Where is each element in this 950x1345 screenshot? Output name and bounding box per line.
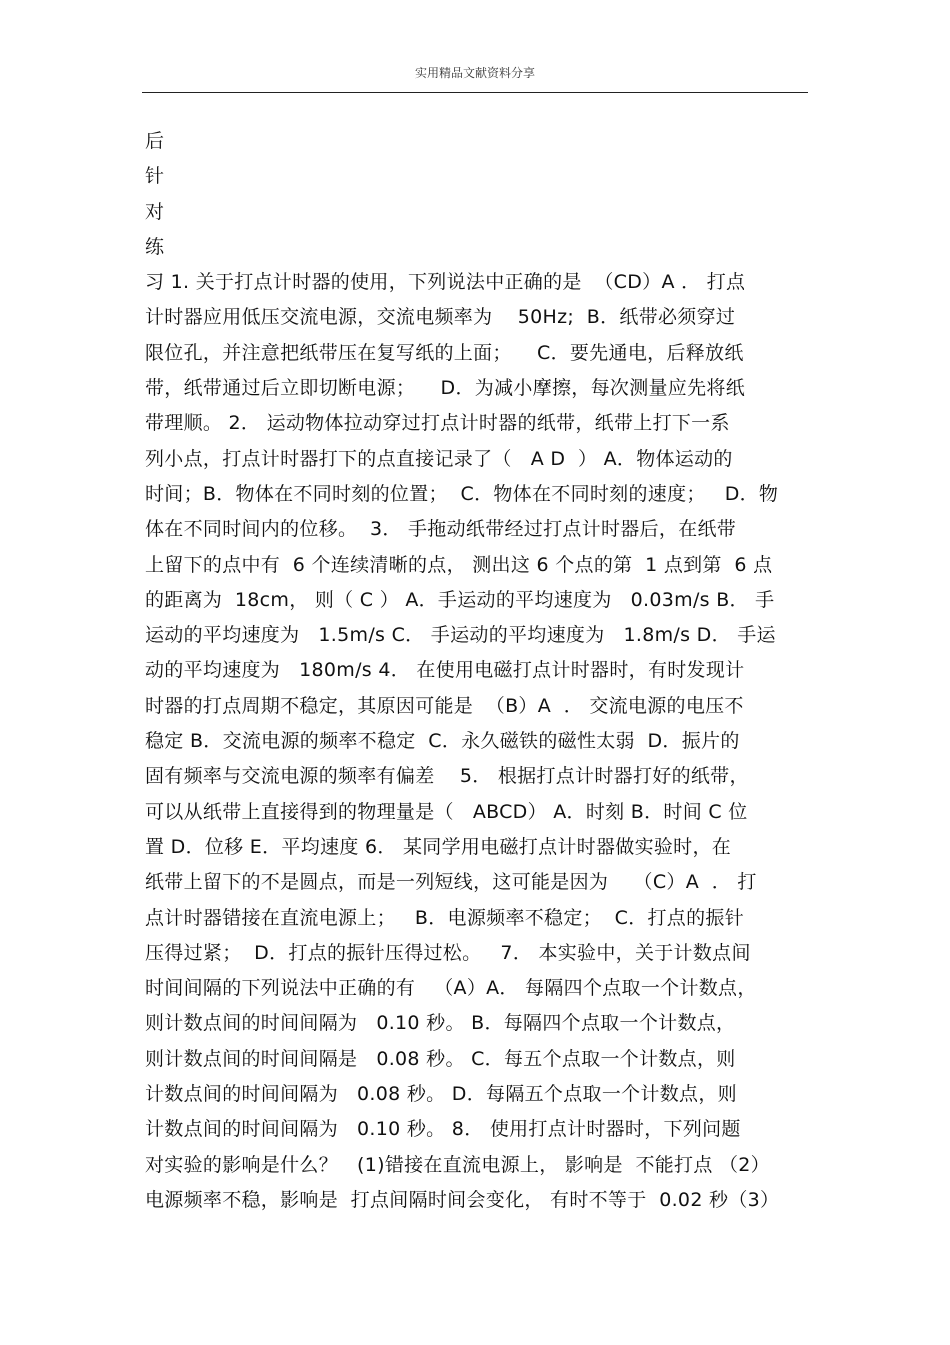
text-line: 带理顺。 2． 运动物体拉动穿过打点计时器的纸带，纸带上打下一系 bbox=[145, 412, 730, 435]
text-line: 的距离为 18cm， 则（ C ） A．手运动的平均速度为 0.03m/s B． 手 bbox=[145, 588, 775, 611]
text-line: 上留下的点中有 6 个连续清晰的点， 测出这 6 个点的第 1 点到第 6 点 bbox=[145, 553, 773, 576]
text-line: 压得过紧； D．打点的振针压得过松。 7． 本实验中，关于计数点间 bbox=[145, 941, 751, 964]
text-line: 纸带上留下的不是圆点，而是一列短线，这可能是因为 （C）A ． 打 bbox=[145, 871, 757, 894]
text-line: 练 bbox=[145, 235, 165, 258]
text-line: 习 1. 关于打点计时器的使用，下列说法中正确的是 （CD）A ． 打点 bbox=[145, 271, 746, 294]
text-line: 点计时器错接在直流电源上； B．电源频率不稳定； C．打点的振针 bbox=[145, 906, 745, 929]
text-line: 电源频率不稳，影响是 打点间隔时间会变化， 有时不等于 0.02 秒（3） bbox=[145, 1188, 780, 1211]
text-line: 后 bbox=[145, 130, 165, 152]
text-line: 计数点间的时间间隔为 0.10 秒。 8． 使用打点计时器时，下列问题 bbox=[145, 1118, 741, 1141]
text-line: 稳定 B．交流电源的频率不稳定 C．永久磁铁的磁性太弱 D．振片的 bbox=[145, 730, 740, 753]
text-line: 动的平均速度为 180m/s 4． 在使用电磁打点计时器时，有时发现计 bbox=[145, 659, 745, 682]
text-line: 时间间隔的下列说法中正确的有 （A）A． 每隔四个点取一个计数点， bbox=[145, 977, 757, 1000]
text-line: 时器的打点周期不稳定，其原因可能是 （B）A ． 交流电源的电压不 bbox=[145, 694, 744, 717]
text-line: 对 bbox=[145, 200, 165, 223]
header-divider bbox=[142, 92, 808, 93]
text-line: 可以从纸带上直接得到的物理量是（ ABCD） A．时刻 B．时间 C 位 bbox=[145, 800, 748, 823]
text-line: 体在不同时间内的位移。 3． 手拖动纸带经过打点计时器后，在纸带 bbox=[145, 518, 737, 541]
text-line: 限位孔，并注意把纸带压在复写纸的上面； C．要先通电，后释放纸 bbox=[145, 341, 744, 364]
document-body bbox=[145, 124, 845, 1218]
text-line: 列小点，打点计时器打下的点直接记录了（ A D ） A．物体运动的 bbox=[145, 447, 733, 470]
text-line: 则计数点间的时间间隔为 0.10 秒。 B．每隔四个点取一个计数点， bbox=[145, 1012, 736, 1035]
text-line: 带，纸带通过后立即切断电源； D．为减小摩擦，每次测量应先将纸 bbox=[145, 377, 745, 400]
text-line: 对实验的影响是什么？ (1)错接在直流电源上， 影响是 不能打点 （2） bbox=[145, 1153, 770, 1176]
text-line: 则计数点间的时间间隔是 0.08 秒。 C．每五个点取一个计数点，则 bbox=[145, 1047, 736, 1070]
text-line: 针 bbox=[145, 165, 165, 188]
text-line: 固有频率与交流电源的频率有偏差 5． 根据打点计时器打好的纸带， bbox=[145, 765, 749, 788]
text-line: 时间；B．物体在不同时刻的位置； C．物体在不同时刻的速度； D．物 bbox=[145, 482, 779, 505]
text-line: 计时器应用低压交流电源，交流电频率为 50Hz; B．纸带必须穿过 bbox=[145, 306, 736, 329]
text-line: 运动的平均速度为 1.5m/s C． 手运动的平均速度为 1.8m/s D． 手运 bbox=[145, 624, 776, 647]
text-line: 计数点间的时间间隔为 0.08 秒。 D．每隔五个点取一个计数点，则 bbox=[145, 1083, 737, 1106]
page-header: 实用精品文献资料分享 bbox=[414, 66, 535, 80]
text-line: 置 D．位移 E．平均速度 6． 某同学用电磁打点计时器做实验时，在 bbox=[145, 835, 732, 858]
